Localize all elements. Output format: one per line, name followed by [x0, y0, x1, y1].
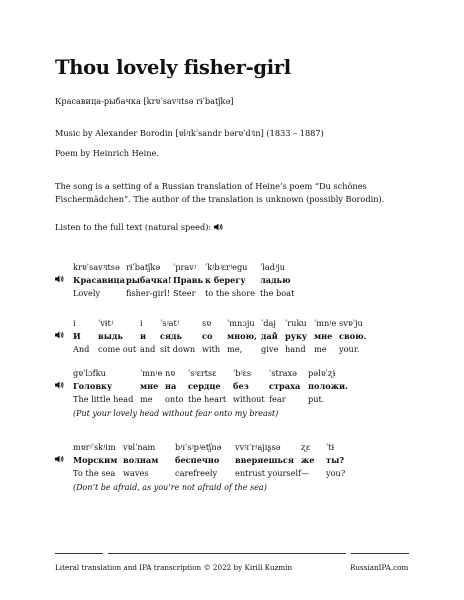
- footer-credit: Literal translation and IPA transcription © 2022 by Kirill Kuzmin: [55, 563, 293, 572]
- speaker-icon[interactable]: [214, 223, 223, 231]
- russian-word: И: [73, 331, 81, 341]
- russian-word: на: [165, 381, 177, 391]
- english-word: me: [140, 394, 153, 404]
- ipa-word: mɐrʲˈskʲim: [73, 442, 116, 452]
- english-word: waves: [123, 468, 149, 478]
- russian-word: же: [301, 455, 315, 465]
- russian-word: руку: [285, 331, 308, 341]
- english-word: without: [233, 394, 265, 404]
- footer-rule: [351, 553, 409, 554]
- english-word: The little head: [73, 394, 134, 404]
- english-word: hand: [285, 344, 306, 354]
- russian-word: мне: [140, 381, 159, 391]
- russian-word: без: [233, 381, 249, 391]
- stanza-4-comment: (Don’t be afraid, as you’re not afraid of the sea): [73, 483, 267, 492]
- ipa-word: gɐˈlɔfku: [73, 368, 106, 378]
- russian-word: волнам: [123, 455, 159, 465]
- ipa-word: ˈsʲatʲ: [160, 318, 179, 328]
- ipa-word: svɐˈju: [339, 318, 363, 328]
- english-word: the boat: [260, 288, 295, 298]
- ipa-word: ˈstraxə: [269, 368, 298, 378]
- russian-word: со: [202, 331, 213, 341]
- song-subtitle: Красавица-рыбачка [krɐˈsavʲɪtsə rɨˈbatʃkə]: [55, 96, 234, 106]
- english-word: me,: [227, 344, 243, 354]
- russian-word: свою.: [339, 331, 367, 341]
- russian-word: сердце: [188, 381, 221, 391]
- ipa-word: ˈsʲɛrtsɛ: [188, 368, 217, 378]
- english-word: To the sea: [73, 468, 116, 478]
- english-word: onto: [165, 394, 184, 404]
- english-word: carefreely: [175, 468, 218, 478]
- ipa-word: ˈkʲbʲɛrʲegu: [205, 262, 248, 272]
- english-word: And: [73, 344, 90, 354]
- ipa-word: pəlɐˈʐɨ: [308, 368, 336, 378]
- russian-word: к берегу: [205, 275, 246, 285]
- english-word: Lovely: [73, 288, 101, 298]
- russian-word: Морским: [73, 455, 118, 465]
- poem-credit: Poem by Heinrich Heine.: [55, 148, 159, 158]
- speaker-icon[interactable]: [55, 275, 64, 285]
- english-word: to the shore: [205, 288, 255, 298]
- footer-rule: [108, 553, 346, 554]
- ipa-word: ˈmnʲe: [314, 318, 337, 328]
- stanza-3: [55, 368, 415, 407]
- english-word: with: [202, 344, 221, 354]
- ipa-word: ˈmnɔju: [227, 318, 255, 328]
- ipa-word: ˈmnʲe: [140, 368, 163, 378]
- russian-word: рыбачка!: [126, 275, 172, 285]
- russian-word: мною,: [227, 331, 257, 341]
- stanza-1: [55, 262, 415, 301]
- english-word: fisher-girl!: [126, 288, 171, 298]
- ipa-word: bʲɪˈsʲpʲetʃnə: [175, 442, 222, 452]
- english-word: Steer: [173, 288, 196, 298]
- ipa-word: ˈbʲɛs: [233, 368, 252, 378]
- ipa-word: ˈpravʲ: [173, 262, 197, 272]
- speaker-icon[interactable]: [55, 455, 64, 465]
- english-word: and: [140, 344, 156, 354]
- ipa-word: sɐ: [202, 318, 212, 328]
- page-title: Thou lovely fisher-girl: [55, 56, 291, 79]
- ipa-word: ˈdaj: [261, 318, 276, 328]
- ipa-word: i: [140, 318, 143, 328]
- footer-rule: [55, 553, 103, 554]
- russian-word: вверяешься: [235, 455, 294, 465]
- english-word: me: [314, 344, 327, 354]
- russian-word: ладью: [260, 275, 291, 285]
- english-word: put.: [308, 394, 325, 404]
- russian-word: Красавица: [73, 275, 125, 285]
- english-word: give: [261, 344, 279, 354]
- russian-word: беспечно: [175, 455, 220, 465]
- speaker-icon[interactable]: [55, 331, 64, 341]
- english-word: come out: [98, 344, 137, 354]
- ipa-word: rɨˈbatʃkə: [126, 262, 161, 272]
- ipa-word: ʐɛ: [301, 442, 311, 452]
- ipa-word: vɐlˈnam: [123, 442, 156, 452]
- english-word: fear: [269, 394, 286, 404]
- ipa-word: nɐ: [165, 368, 176, 378]
- listen-line: [55, 222, 223, 232]
- footer-site-link[interactable]: RussianIPA.com: [350, 563, 409, 572]
- english-word: entrust yourself: [235, 468, 302, 478]
- english-word: sit down: [160, 344, 196, 354]
- english-word: you?: [326, 468, 346, 478]
- ipa-word: i: [73, 318, 76, 328]
- description-paragraph: The song is a setting of a Russian translation of Heine’s poem “Du schönes Fischermädchen”. The author of the translation is unknown (possibly Borodin).: [55, 181, 385, 204]
- listen-label: Listen to the full text (natural speed):: [55, 222, 212, 232]
- english-word: your.: [339, 344, 360, 354]
- russian-word: Правь: [173, 275, 204, 285]
- russian-word: сядь: [160, 331, 183, 341]
- stanza-2: [55, 318, 415, 357]
- russian-word: положи.: [308, 381, 348, 391]
- ipa-word: ˈladʲju: [260, 262, 285, 272]
- ipa-word: ˈtɨ: [326, 442, 335, 452]
- russian-word: и: [140, 331, 147, 341]
- ipa-word: ˈvɨtʲ: [98, 318, 113, 328]
- russian-word: выдь: [98, 331, 123, 341]
- russian-word: мне: [314, 331, 333, 341]
- stanza-3-comment: (Put your lovely head without fear onto my breast): [73, 409, 279, 418]
- russian-word: страха: [269, 381, 301, 391]
- english-word: —: [301, 468, 310, 478]
- russian-word: Головку: [73, 381, 113, 391]
- ipa-word: ˈruku: [285, 318, 307, 328]
- speaker-icon[interactable]: [55, 381, 64, 391]
- russian-word: дай: [261, 331, 278, 341]
- stanza-4: [55, 442, 415, 481]
- ipa-word: krɐˈsavʲɪtsə: [73, 262, 120, 272]
- english-word: the heart: [188, 394, 227, 404]
- russian-word: ты?: [326, 455, 345, 465]
- music-credit: Music by Alexander Borodin [ɐlʲɪkˈsandr bərɐˈdʲin] (1833 – 1887): [55, 128, 324, 138]
- ipa-word: vvʲɪˈrʲajɪʂsə: [235, 442, 281, 452]
